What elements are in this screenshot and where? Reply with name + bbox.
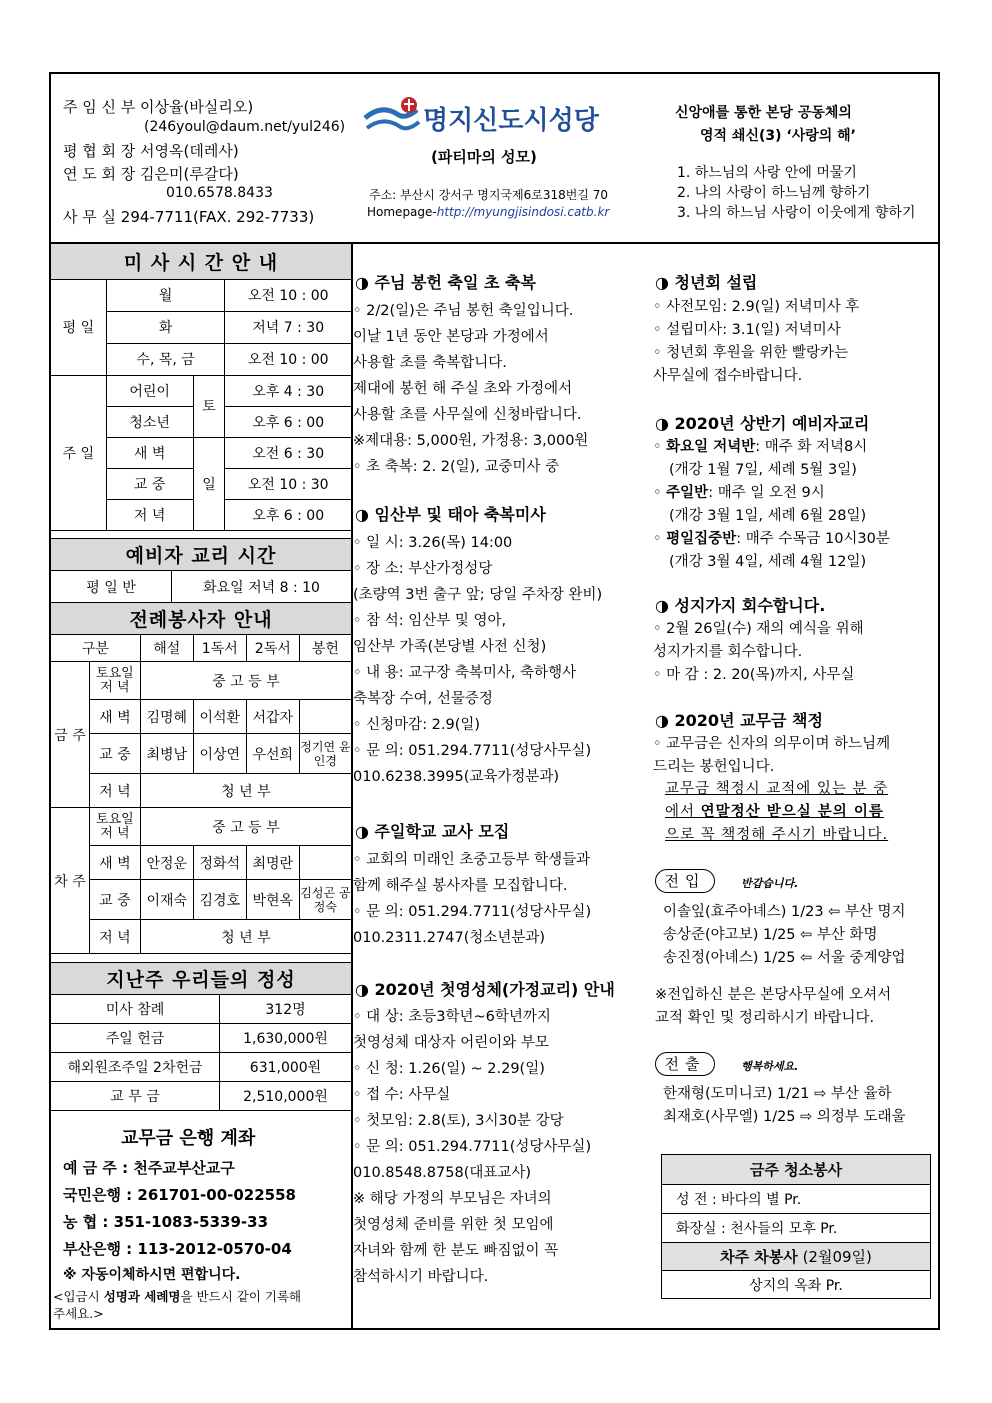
teacher-line: ◦ 교회의 미래인 초중고등부 학생들과 <box>353 852 591 868</box>
youth-line: ◦ 청년회 후원을 위한 빨랑카는 <box>653 345 849 361</box>
pregnant-line: ◦ 일 시: 3.26(목) 14:00 <box>353 535 513 551</box>
bank-note-bold: 성명과 세례명 <box>103 1289 181 1304</box>
bank-line: ※ 자동이체하시면 편합니다. <box>63 1267 241 1283</box>
car-service-date: (2월09일) <box>802 1248 872 1266</box>
car-service-row: 상지의 옥좌 Pr. <box>662 1271 931 1299</box>
catechism-item-time: : 매주 수목금 10시30분 <box>736 531 890 547</box>
offering-value: 2,510,000원 <box>220 1082 352 1111</box>
liturgy-row-name: 저 녁 <box>90 920 141 954</box>
candle-line: 사용할 초를 축복합니다. <box>353 355 507 371</box>
liturgy-header: 봉헌 <box>299 635 351 662</box>
liturgy-cell: 이재숙 <box>140 880 193 920</box>
communion-line: 자녀와 함께 한 분도 빠짐없이 꼭 <box>353 1243 559 1259</box>
bank-note <box>53 1287 301 1305</box>
mass-time: 오전 6 : 30 <box>225 437 351 468</box>
liturgy-cell: 김명혜 <box>140 700 193 734</box>
church-subtitle: (파티마의 성모) <box>431 148 537 166</box>
offering-value: 631,000원 <box>220 1053 352 1082</box>
offering-label: 미사 참례 <box>51 995 220 1024</box>
youth-title: ◑ 청년회 설립 <box>655 273 758 292</box>
mass-time: 오후 6 : 00 <box>225 406 351 437</box>
offering-label: 주일 헌금 <box>51 1024 220 1053</box>
pregnant-title: ◑ 임산부 및 태아 축복미사 <box>355 505 546 524</box>
mass-day: 월 <box>106 279 225 311</box>
candle-line: 이날 1년 동안 본당과 가정에서 <box>353 329 549 345</box>
saturday-label: 토 <box>193 375 225 437</box>
pastor-email: (246youl@daum.net/yul246) <box>144 119 346 135</box>
palm-line: ◦ 마 감 : 2. 20(목)까지, 사무실 <box>653 667 855 683</box>
church-address: 주소: 부산시 강서구 명지국제6로318번길 70 <box>369 188 608 202</box>
liturgy-cell: 정화석 <box>193 846 246 880</box>
mass-name: 교 중 <box>106 468 193 499</box>
liturgy-cell: 정기연 윤인경 <box>299 734 351 774</box>
car-service-header <box>662 1243 931 1271</box>
liturgy-row-name: 토요일 저 녁 <box>90 662 141 700</box>
teacher-line: 함께 해주실 봉사자를 모집합니다. <box>353 878 568 894</box>
mass-time: 오전 10 : 30 <box>225 468 351 499</box>
weekday-label: 평 일 <box>51 279 106 375</box>
cleaning-title: 금주 청소봉사 <box>662 1155 931 1185</box>
mass-name: 어린이 <box>106 375 193 406</box>
catechumen-title: 예비자 교리 시간 <box>51 539 351 571</box>
liturgy-table <box>51 602 351 954</box>
liturgy-cell: 최명란 <box>246 846 299 880</box>
communion-line: ◦ 문 의: 051.294.7711(성당사무실) <box>353 1139 592 1155</box>
homepage-link[interactable]: http://myungjisindosi.catb.kr <box>436 205 610 219</box>
motto-title: 신앙애를 통한 본당 공동체의 <box>675 105 852 121</box>
pregnant-line: ◦ 장 소: 부산가정성당 <box>353 561 493 577</box>
transfer-in-note: 교적 확인 및 정리하시기 바랍니다. <box>655 1010 875 1026</box>
liturgy-cell: 우선희 <box>246 734 299 774</box>
offering-value: 312명 <box>220 995 352 1024</box>
liturgy-cell: 안정운 <box>140 846 193 880</box>
bank-line: 국민은행 : 261701-00-022558 <box>63 1186 296 1204</box>
candle-line: 사용할 초를 사무실에 신청바랍니다. <box>353 407 582 423</box>
catechism-sub: (개강 3월 1일, 세례 6월 28일) <box>669 508 867 524</box>
liturgy-row-name: 새 벽 <box>90 700 141 734</box>
offering-value: 1,630,000원 <box>220 1024 352 1053</box>
liturgy-title: 전례봉사자 안내 <box>51 603 351 635</box>
catechumen-label: 평 일 반 <box>51 571 172 603</box>
sunday-day-label: 일 <box>193 437 225 530</box>
mass-time: 저녁 7 : 30 <box>225 311 351 343</box>
mass-day: 화 <box>106 311 225 343</box>
bank-note-line2: 주세요.> <box>53 1306 104 1321</box>
sunday-label: 주 일 <box>51 375 106 530</box>
church-logo-icon <box>361 96 421 138</box>
council-line: 평 협 회 장 서영옥(데레사) <box>63 142 239 160</box>
motto-subtitle: 영적 쇄신(3) ‘사랑의 해’ <box>700 128 856 144</box>
bank-line: 예 금 주 : 천주교부산교구 <box>63 1159 235 1177</box>
car-service-title: 차주 차봉사 <box>720 1248 798 1266</box>
pastor-line: 주 임 신 부 이상율(바실리오) <box>63 98 254 116</box>
catechism-item: ◦ 평일집중반: 매주 수목금 10시30분 <box>653 531 890 547</box>
mass-time: 오후 4 : 30 <box>225 375 351 406</box>
communion-line: ※ 해당 가정의 부모님은 자녀의 <box>353 1191 552 1207</box>
pregnant-line: ◦ 내 용: 교구장 축복미사, 축하행사 <box>353 665 577 681</box>
liturgy-span: 청 년 부 <box>140 920 351 954</box>
pregnant-line: 축복장 수여, 선물증정 <box>353 691 493 707</box>
region-phone: 010.6578.8433 <box>166 185 273 201</box>
region-line: 연 도 회 장 김은미(루갈다) <box>63 165 239 183</box>
homepage-label: Homepage- <box>367 205 437 219</box>
offering-title: 지난주 우리들의 정성 <box>51 963 351 995</box>
mass-time: 오전 10 : 00 <box>225 343 351 375</box>
pregnant-line: 010.6238.3995(교육가정분과) <box>353 769 560 785</box>
mass-day: 수, 목, 금 <box>106 343 225 375</box>
liturgy-header: 1독서 <box>193 635 246 662</box>
candle-line: 제대에 봉헌 해 주실 초와 가정에서 <box>353 381 573 397</box>
pregnant-line: 임산부 가족(본당별 사전 신청) <box>353 639 547 655</box>
homepage-line <box>367 205 609 219</box>
palm-line: ◦ 2월 26일(수) 재의 예식을 위해 <box>653 621 864 637</box>
communion-line: 010.8548.8758(대표교사) <box>353 1165 532 1181</box>
transfer-in-note: ※전입하신 분은 본당사무실에 오셔서 <box>655 987 892 1003</box>
church-name: 명지신도시성당 <box>423 106 599 136</box>
communion-line: 첫영성체 대상자 어린이와 부모 <box>353 1035 549 1051</box>
liturgy-header: 2독서 <box>246 635 299 662</box>
communion-line: ◦ 신 청: 1.26(일) ~ 2.29(일) <box>353 1061 545 1077</box>
liturgy-cell: 서갑자 <box>246 700 299 734</box>
motto-item: 3. 나의 하느님 사랑이 이웃에게 향하기 <box>677 205 916 221</box>
palm-line: 성지가지를 회수합니다. <box>653 644 803 660</box>
motto-item: 2. 나의 사랑이 하느님께 향하기 <box>677 185 871 201</box>
catechism-item-name: 화요일 저녁반 <box>666 439 756 455</box>
liturgy-row-name: 저 녁 <box>90 774 141 808</box>
liturgy-cell: 최병남 <box>140 734 193 774</box>
liturgy-cell: 김경호 <box>193 880 246 920</box>
transfer-in-line: 송진정(아녜스) 1/25 ⇦ 서울 중계양업 <box>663 950 906 966</box>
catechism-item-time: : 매주 화 저녁8시 <box>755 439 868 455</box>
communion-line: ◦ 대 상: 초등3학년~6학년까지 <box>353 1009 551 1025</box>
cleaning-table <box>661 1154 931 1299</box>
liturgy-span: 청 년 부 <box>140 774 351 808</box>
cleaning-row: 화장실 : 천사들의 모후 Pr. <box>662 1214 931 1243</box>
transfer-out-line: 최재호(사무엘) 1/25 ⇨ 의정부 도래울 <box>663 1109 906 1125</box>
liturgy-row-name: 교 중 <box>90 734 141 774</box>
tithe-notice <box>665 800 884 821</box>
liturgy-header: 해설 <box>140 635 193 662</box>
mass-name: 새 벽 <box>106 437 193 468</box>
catechism-sub: (개강 3월 4일, 세례 4월 12일) <box>669 554 867 570</box>
catechism-sub: (개강 1월 7일, 세례 5월 3일) <box>669 462 857 478</box>
offering-table <box>51 962 351 1111</box>
candle-line: ◦ 초 축복: 2. 2(일), 교중미사 중 <box>353 459 560 475</box>
tithe-notice-bold: 연말정산 받으실 분의 이름 <box>700 804 884 820</box>
candle-title: ◑ 주님 봉헌 축일 초 축복 <box>355 273 536 292</box>
catechism-item-name: 주일반 <box>666 485 709 501</box>
catechumen-table <box>51 538 351 603</box>
palm-title: ◑ 성지가지 회수합니다. <box>655 596 826 615</box>
liturgy-span: 중 고 등 부 <box>140 808 351 846</box>
mass-time: 오전 10 : 00 <box>225 279 351 311</box>
transfer-out-badge: 전출 <box>655 1052 715 1076</box>
communion-line: ◦ 접 수: 사무실 <box>353 1087 451 1103</box>
catechism-item-name: 평일집중반 <box>666 531 737 547</box>
mass-time: 오후 6 : 00 <box>225 499 351 530</box>
pregnant-line: ◦ 신청마감: 2.9(일) <box>353 717 481 733</box>
catechism-item: ◦ 주일반: 매주 일 오전 9시 <box>653 485 825 501</box>
transfer-in-line: 이솔잎(효주아녜스) 1/23 ⇦ 부산 명지 <box>663 904 906 920</box>
communion-line: 첫영성체 준비를 위한 첫 모임에 <box>353 1217 554 1233</box>
transfer-out-line: 한재형(도미니코) 1/21 ⇨ 부산 율하 <box>663 1086 892 1102</box>
catechism-item: ◦ 화요일 저녁반: 매주 화 저녁8시 <box>653 439 868 455</box>
motto-item: 1. 하느님의 사랑 안에 머물기 <box>677 165 857 181</box>
catechism-item-time: : 매주 일 오전 9시 <box>708 485 825 501</box>
liturgy-cell: 이석환 <box>193 700 246 734</box>
bank-note-pre: <입금시 <box>53 1289 104 1304</box>
office-line: 사 무 실 294-7711(FAX. 292-7733) <box>63 208 315 226</box>
liturgy-cell <box>299 846 351 880</box>
pregnant-line: ◦ 문 의: 051.294.7711(성당사무실) <box>353 743 592 759</box>
tithe-title: ◑ 2020년 교무금 책정 <box>655 711 823 730</box>
youth-line: ◦ 사전모임: 2.9(일) 저녁미사 후 <box>653 299 860 315</box>
this-week-label: 금 주 <box>51 662 90 808</box>
tithe-line: ◦ 교무금은 신자의 의무이며 하느님께 <box>653 736 891 752</box>
bulletin-frame <box>49 72 940 1330</box>
mass-title: 미 사 시 간 안 내 <box>51 244 351 279</box>
youth-line: 사무실에 접수바랍니다. <box>653 368 803 384</box>
liturgy-cell: 박현옥 <box>246 880 299 920</box>
tithe-notice-pre: 에서 <box>665 804 701 820</box>
liturgy-cell <box>299 700 351 734</box>
liturgy-cell: 김성곤 공정숙 <box>299 880 351 920</box>
youth-line: ◦ 설립미사: 3.1(일) 저녁미사 <box>653 322 841 338</box>
teacher-title: ◑ 주일학교 교사 모집 <box>355 822 510 841</box>
pregnant-line: (초량역 3번 출구 앞; 당일 주차장 완비) <box>353 587 603 603</box>
cleaning-row: 성 전 : 바다의 별 Pr. <box>662 1185 931 1214</box>
bank-line: 농 협 : 351-1083-5339-33 <box>63 1213 269 1231</box>
tithe-notice: 교무금 책정시 교적에 있는 분 중 <box>665 781 889 797</box>
bank-note-post: 을 반드시 같이 기록해 <box>180 1289 302 1304</box>
liturgy-header: 구분 <box>51 635 140 662</box>
candle-line: ※제대용: 5,000원, 가정용: 3,000원 <box>353 433 589 449</box>
transfer-out-greeting: 행복하세요. <box>741 1060 799 1073</box>
liturgy-cell: 이상연 <box>193 734 246 774</box>
tithe-line: 드리는 봉헌입니다. <box>653 759 775 775</box>
offering-label: 교 무 금 <box>51 1082 220 1111</box>
mass-name: 저 녁 <box>106 499 193 530</box>
transfer-in-badge: 전입 <box>655 869 715 893</box>
catechism-title: ◑ 2020년 상반기 예비자교리 <box>655 414 870 433</box>
liturgy-row-name: 토요일 저 녁 <box>90 808 141 846</box>
offering-label: 해외원조주일 2차헌금 <box>51 1053 220 1082</box>
liturgy-row-name: 교 중 <box>90 880 141 920</box>
communion-line: ◦ 첫모임: 2.8(토), 3시30분 강당 <box>353 1113 564 1129</box>
catechumen-time: 화요일 저녁 8 : 10 <box>172 571 352 603</box>
bank-title: 교무금 은행 계좌 <box>121 1128 256 1149</box>
pregnant-line: ◦ 참 석: 임산부 및 영아, <box>353 613 507 629</box>
transfer-in-greeting: 반갑습니다. <box>741 877 799 890</box>
teacher-line: 010.2311.2747(청소년분과) <box>353 930 546 946</box>
bank-line: 부산은행 : 113-2012-0570-04 <box>63 1240 292 1258</box>
candle-line: ◦ 2/2(일)은 주님 봉헌 축일입니다. <box>353 303 574 319</box>
tithe-notice: 으로 꼭 책정해 주시기 바랍니다. <box>665 827 889 843</box>
mass-name: 청소년 <box>106 406 193 437</box>
communion-title: ◑ 2020년 첫영성체(가정교리) 안내 <box>355 980 615 999</box>
liturgy-row-name: 새 벽 <box>90 846 141 880</box>
communion-line: 참석하시기 바랍니다. <box>353 1269 489 1285</box>
transfer-in-line: 송상준(야고보) 1/25 ⇦ 부산 화명 <box>663 927 878 943</box>
liturgy-span: 중 고 등 부 <box>140 662 351 700</box>
mass-schedule-table <box>51 244 351 531</box>
next-week-label: 차 주 <box>51 808 90 954</box>
teacher-line: ◦ 문 의: 051.294.7711(성당사무실) <box>353 904 592 920</box>
